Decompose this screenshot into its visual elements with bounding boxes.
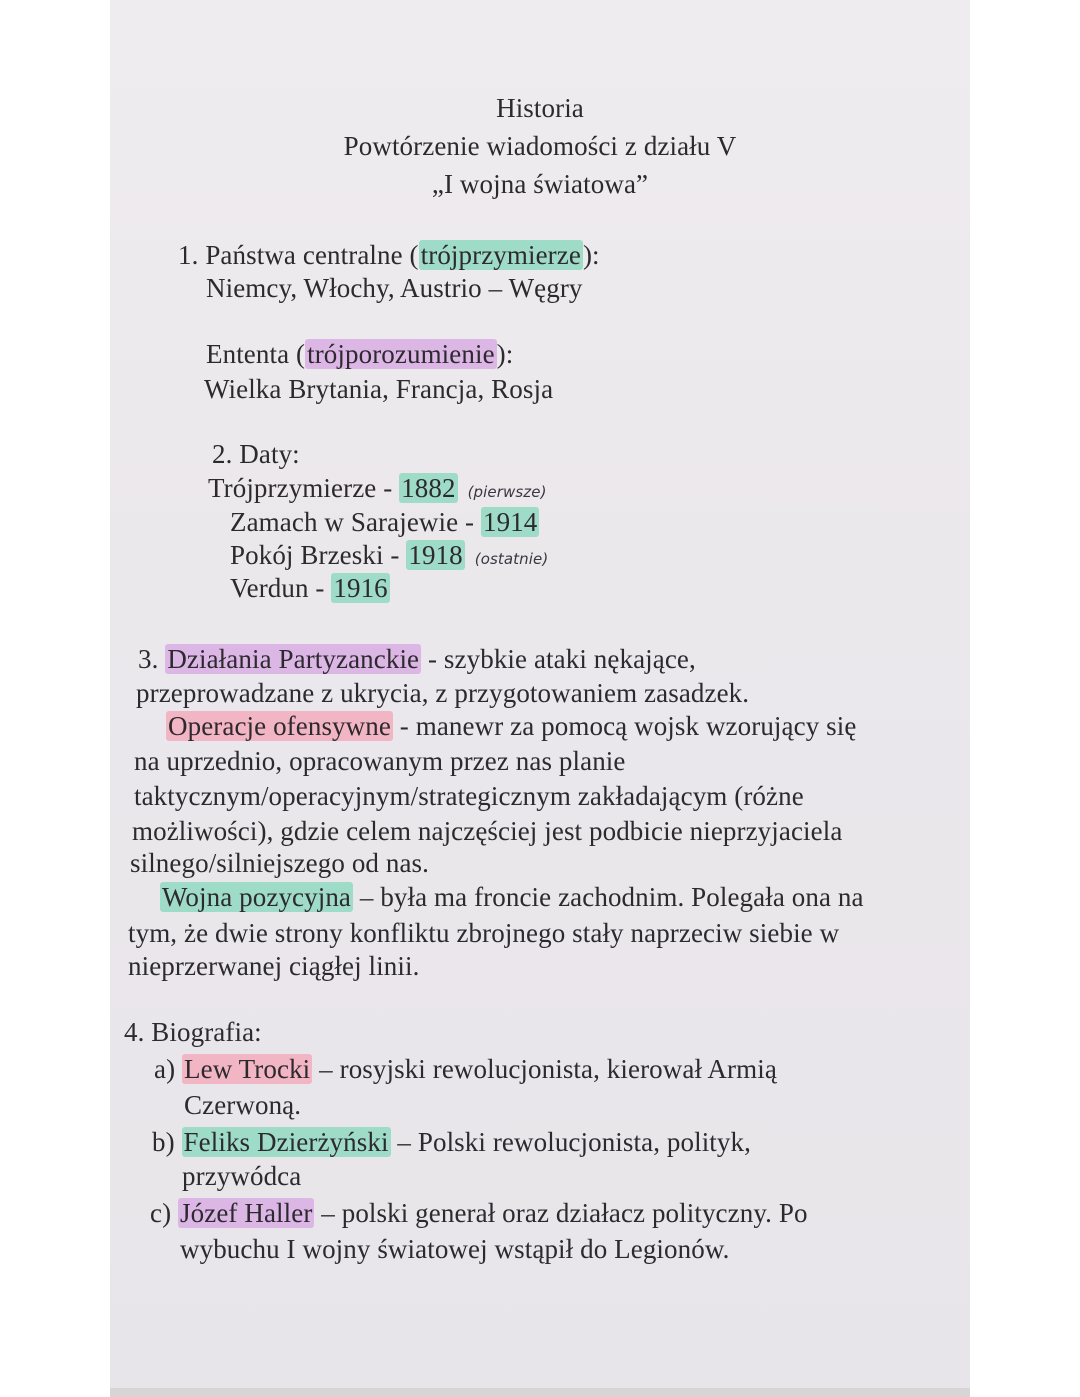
document-topic: „I wojna światowa” <box>431 169 649 199</box>
term-operacje-ofensywne: Operacje ofensywne <box>168 711 391 741</box>
biography-text: wybuchu I wojny światowej wstąpił do Legionów. <box>180 1234 730 1264</box>
section1-label-end: ): <box>582 240 600 270</box>
definition-text: możliwości), gdzie celem najczęściej jest podbicie nieprzyjaciela <box>132 816 843 846</box>
date-label: Verdun - <box>230 573 332 603</box>
date-year: 1916 <box>333 573 388 603</box>
definition-text: – była ma froncie zachodnim. Polegała ona na <box>353 882 864 912</box>
date-label: Pokój Brzeski - <box>230 540 407 570</box>
term-trojporozumienie: trójporozumienie <box>307 339 495 369</box>
definition-line <box>138 643 696 675</box>
date-year: 1914 <box>482 507 538 537</box>
date-year: 1918 <box>408 540 463 570</box>
definition-line <box>166 710 856 742</box>
entente-members: Wielka Brytania, Francja, Rosja <box>204 374 554 404</box>
name-lew-trocki: Lew Trocki <box>184 1054 311 1084</box>
section1-heading <box>178 239 600 271</box>
definition-text: - manewr za pomocą wojsk wzorujący się <box>392 711 857 741</box>
term-trojprzymierze: trójprzymierze <box>420 240 581 270</box>
biography-text: – Polski rewolucjonista, polityk, <box>390 1127 751 1157</box>
biography-item <box>154 1053 777 1085</box>
section3-number: 3. <box>138 644 159 674</box>
biography-text: – polski generał oraz działacz polityczny. Po <box>314 1198 808 1228</box>
date-label: Zamach w Sarajewie - <box>230 507 481 537</box>
document-subject: Historia <box>496 93 584 123</box>
biography-item <box>152 1126 751 1158</box>
name-feliks-dzierzynski: Feliks Dzierżyński <box>183 1127 389 1157</box>
date-row <box>230 506 539 538</box>
page-bottom-edge <box>110 1388 970 1397</box>
date-year: 1882 <box>401 473 456 503</box>
date-row <box>208 472 547 508</box>
document-page <box>110 0 970 1390</box>
biography-text: przywódca <box>182 1161 302 1191</box>
definition-text: nieprzerwanej ciągłej linii. <box>128 951 420 981</box>
entente-heading <box>206 338 513 370</box>
biography-item <box>150 1197 808 1229</box>
document-subtitle: Powtórzenie wiadomości z działu V <box>343 131 737 161</box>
entente-label: Ententa ( <box>206 339 306 369</box>
handwritten-note: (ostatnie) <box>474 550 549 568</box>
term-dzialania-partyzanckie: Działania Partyzanckie <box>167 644 420 674</box>
biography-letter: c) <box>150 1198 179 1228</box>
term-wojna-pozycyjna: Wojna pozycyjna <box>162 882 352 912</box>
name-jozef-haller: Józef Haller <box>180 1198 313 1228</box>
date-row <box>230 572 390 604</box>
central-powers-members: Niemcy, Włochy, Austrio – Węgry <box>206 273 583 303</box>
section4-heading: 4. Biografia: <box>124 1017 262 1047</box>
section2-heading: 2. Daty: <box>212 439 300 469</box>
definition-text: przeprowadzane z ukrycia, z przygotowaniem zasadzek. <box>136 678 750 708</box>
definition-text: taktycznym/operacyjnym/strategicznym zakładającym (różne <box>134 781 804 811</box>
definition-text: silnego/silniejszego od nas. <box>130 848 430 878</box>
date-row <box>230 539 548 575</box>
biography-text: Czerwoną. <box>184 1090 302 1120</box>
biography-letter: b) <box>152 1127 182 1157</box>
date-label: Trójprzymierze - <box>208 473 400 503</box>
section1-label: Państwa centralne ( <box>205 240 419 270</box>
definition-text: na uprzednio, opracowanym przez nas planie <box>134 746 626 776</box>
biography-text: – rosyjski rewolucjonista, kierował Armią <box>312 1054 777 1084</box>
definition-line <box>160 881 864 913</box>
section1-number: 1. <box>178 240 199 270</box>
definition-text: - szybkie ataki nękające, <box>421 644 696 674</box>
handwritten-note: (pierwsze) <box>467 483 547 501</box>
definition-text: tym, że dwie strony konfliktu zbrojnego stały naprzeciw siebie w <box>128 918 840 948</box>
entente-label-end: ): <box>496 339 514 369</box>
biography-letter: a) <box>154 1054 183 1084</box>
